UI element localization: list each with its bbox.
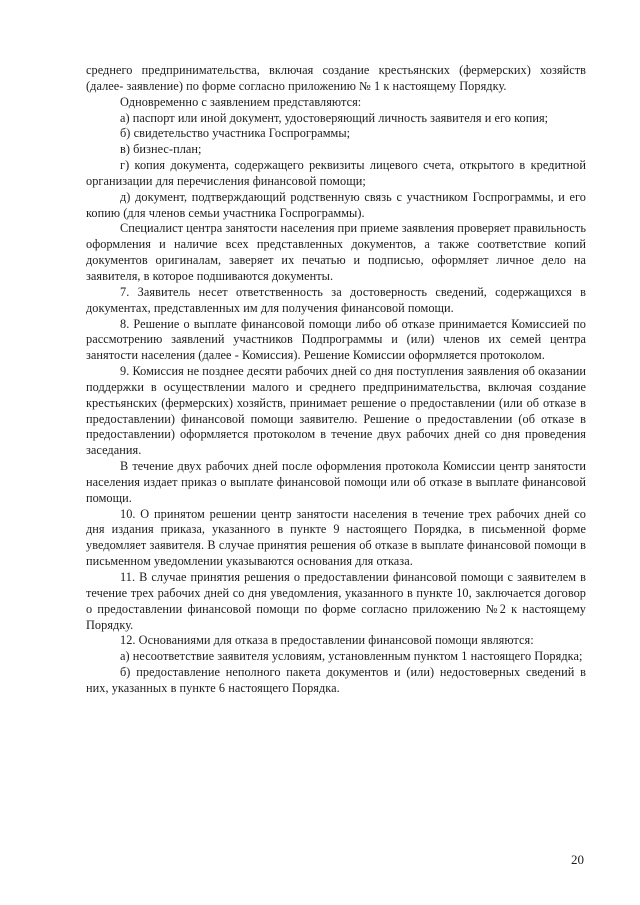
list-item: б) свидетельство участника Госпрограммы; [120,126,351,141]
clause-7: 7. Заявитель несет ответственность за достоверность сведений, содержащихся в документах, представленных им для получения финансовой помощи. [86,284,586,315]
paragraph: Специалист центра занятости населения при приеме заявления проверяет правильность оформления и наличие всех представленных документов, а также соответствие копий документов оригиналам, заверяет их печатью и подписью, оформляет личное дело на заявителя, в которое подшиваются документы. [86,221,586,283]
clause-12: 12. Основаниями для отказа в предоставлении финансовой помощи являются: [120,633,534,648]
list-item: в) бизнес-план; [120,142,202,157]
list-item: д) документ, подтверждающий родственную связь с участником Госпрограммы, и его копию (для членов семьи участника Госпрограммы). [86,189,586,220]
clause-8: 8. Решение о выплате финансовой помощи либо об отказе принимается Комиссией по рассмотрению заявлений участников Подпрограммы и (или) членов их семей центра занятости населения (далее - Комиссия). Решение Комиссии оформляется протоколом. [86,316,586,363]
paragraph: В течение двух рабочих дней после оформления протокола Комиссии центр занятости населения издает приказ о выплате финансовой помощи или об отказе в выплате финансовой помощи. [86,459,586,505]
page-number: 20 [571,852,584,867]
clause-10: 10. О принятом решении центр занятости населения в течение трех рабочих дней со дня издания приказа, указанного в пункте 9 настоящего Порядка, в письменной форме уведомляет заявителя. В случае принятия решения об отказе в выплате финансовой помощи в письменном уведомлении указываются основания для отказа. [86,506,586,569]
paragraph: среднего предпринимательства, включая создание крестьянских (фермерских) хозяйств (далее- заявление) по форме согласно приложению № 1 к настоящему Порядку. [86,63,586,93]
clause-11: 11. В случае принятия решения о предоставлении финансовой помощи с заявителем в течение трех рабочих дней со дня уведомления, указанного в пункте 10, заключается договор о предоставлении финансовой помощи по форме согласно приложению №2 к настоящему Порядку. [86,570,586,632]
paragraph: Одновременно с заявлением представляются: [120,94,362,109]
list-item: а) несоответствие заявителя условиям, установленным пунктом 1 настоящего Порядка; [120,649,583,664]
list-item: б) предоставление неполного пакета документов и (или) недостоверных сведений в них, указанных в пункте 6 настоящего Порядка. [86,665,586,695]
clause-9: 9. Комиссия не позднее десяти рабочих дней со дня поступления заявления об оказании поддержки в осуществлении малого и среднего предпринимательства, включая создание крестьянских (фермерских) хозяйств, принимает решение о предоставлении (или об отказе в предоставлении) финансовой помощи заявителю. Решение о предоставлении (об отказе в предоставлении) оформляется протоколом в течение двух рабочих дней со дня проведения заседания. [86,364,586,458]
list-item: а) паспорт или иной документ, удостоверяющий личность заявителя и его копия; [120,110,549,125]
document-body [86,63,586,697]
list-item: г) копия документа, содержащего реквизиты лицевого счета, открытого в кредитной организации для перечисления финансовой помощи; [86,158,586,188]
